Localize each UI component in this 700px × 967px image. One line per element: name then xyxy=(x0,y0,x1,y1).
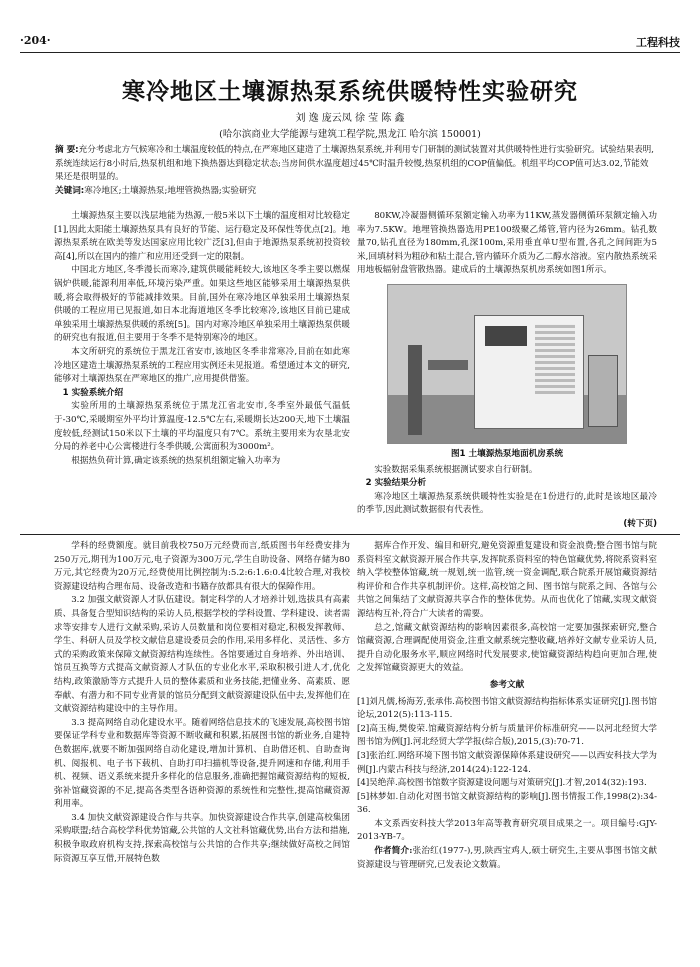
reference-item: [3]张治红.网络环境下图书馆文献资源保障体系建设研究——以西安科技大学为例[J].内蒙古科技与经济,2014(24):122-124. xyxy=(357,750,657,775)
reference-item: [1]刘凡儒,杨海芳,张承伟.高校图书馆文献资源结构指标体系实证研究[J].图书馆论坛,2012(5):113-115. xyxy=(357,696,657,721)
section-heading: 1 实验系统介绍 xyxy=(62,387,124,398)
funding-note: 本文系西安科技大学2013年高等教育研究项目成果之一。项目编号:GJY-2013-YB-7。 xyxy=(357,818,657,843)
reference-item: [2]高玉梅,樊俊荣.馆藏资源结构分析与质量评价标准研究——以河北经贸大学图书馆为例[J].河北经贸大学学报(综合版),2015,(3):70-71. xyxy=(357,723,657,748)
reference-item: [4]吴绝萍.高校图书馆数字资源建设问题与对策研究[J].才智,2014(32):193. xyxy=(357,778,647,789)
page-number: ·204· xyxy=(20,34,51,47)
author-bio-label: 作者简介: xyxy=(374,846,413,857)
abstract xyxy=(55,144,655,198)
paragraph: 3.3 提高网络自动化建设水平。随着网络信息技术的飞速发展,高校图书馆要保证学科专业和数据库等资源不断收藏和积累,拓展图书馆的新业务,自建特色数据库,就要不断加强网络自动化建设,增加计算机、自助借还机、自助查询机、阅报机、电子书下载机、自助打印扫描机等设备,提升网速和存储,利用手机、视频、语义系统来提升多样化的信息服务,准确把握馆藏资源结构的短板,弥补馆藏资源的不足,提高各类型各语种资源的系统性和完整性,提高馆藏资源利用率。 xyxy=(54,717,350,810)
abstract-text: 充分考虑北方气候寒冷和土壤温度较低的特点,在严寒地区建造了土壤源热泵系统,并利用专门研制的测试装置对其供暖特性进行实验研究。试验结果表明,系统连续运行8小时后,热泵机组和地下换热器达到稳定状态;当房间供水温度超过45℃时温升较慢,热泵机组的COP值偏低。机组平均COP值可达3.02,节能效果还是很明显的。 xyxy=(55,145,655,182)
paragraph: 实验数据采集系统根据测试要求自行研制。 xyxy=(374,464,538,475)
author-bio-text: 张治红(1977-),男,陕西宝鸡人,硕士研究生,主要从事图书馆文献资源建设与管理研究,已发表论文数篇。 xyxy=(357,846,657,870)
section-heading: 2 实验结果分析 xyxy=(365,478,427,489)
paragraph: 80KW,冷凝器侧循环泵额定输入功率为11KW,蒸发器侧循环泵额定输入功率为7.5KW。地埋管换热器选用PE100级聚乙烯管,管内径为26mm。钻孔数量70,钻孔直径为180mm,孔深100m,采用垂直单U型布置,各孔之间间距为5米,回填材料为粗砂和粘土混合,管内循环介质为乙二醇水溶液。室内散热系统采用地板辐射盘管散热器。建成后的土壤源热泵机房系统如图1所示。 xyxy=(357,211,657,276)
lower-right-column xyxy=(357,540,657,952)
references-heading: 参考文献 xyxy=(489,679,525,690)
paragraph: 总之,馆藏文献资源结构的影响因素很多,高校馆一定要加强探索研究,整合馆藏资源,合理调配使用资金,注重文献系统完整收藏,培养好文献专业采访人员,提升自动化服务水平,顺应网络时代发展要求,使馆藏资源结构趋向更加合理,使之发挥馆藏资源更大的效益。 xyxy=(357,622,657,674)
continued-note: (转下页) xyxy=(623,518,657,529)
figure-caption: 图1 土壤源热泵地面机房系统 xyxy=(450,448,564,459)
section-divider xyxy=(20,534,680,535)
paragraph: 学科的经费额度。就目前我校750万元经费而言,纸质图书年经费安排为250万元,期刊为100万元,电子资源为300万元,学生自助设备、网络存储为80万元,其它经费为20万元,经费使用比例控制为:5.2:6:1.6:0.4比较合理,对我校资源建设结构合理布局、设备改造和书籍存放都具有很大的保障作用。 xyxy=(54,541,350,592)
journal-name: 工程科技 xyxy=(636,36,680,49)
affiliation: (哈尔滨商业大学能源与建筑工程学院,黑龙江 哈尔滨 150001) xyxy=(219,129,481,140)
paragraph: 本文所研究的系统位于黑龙江省安市,该地区冬季非常寒冷,目前在如此寒冷地区建造土壤源热泵系统的工程应用实例还未见报道。希望通过本文的研究,能够对土壤源热泵在严寒地区的推广,应用提供借鉴。 xyxy=(54,346,350,385)
author-bio xyxy=(357,845,657,872)
upper-right-column xyxy=(357,210,657,532)
paragraph: 土壤源热泵主要以浅层地能为热源,一般5米以下土壤的温度相对比较稳定[1],因此太阳能土壤源热泵具有良好的节能、运行稳定及环保性等优点[2]。地源热泵系统在欧美等发达国家应用比较广泛[3],但由于地源热泵系统初投资较高[4],所以在国内的推广和应用还受到一定的限制。 xyxy=(54,211,350,262)
paragraph: 3.2 加强文献资源人才队伍建设。制定科学的人才培养计划,选拔具有高素质、具备复合型知识结构的采访人员,根据学校的学科设置、学科建设、读者需求等安排专人进行文献采购,采访人员数量和岗位要相对稳定,积极发挥教师、学生、科研人员及学校文献信息建设委员会的作用,采用多样化、灵活性、多方式的采购政策来保障文献资源结构连续性。各馆要通过自身培养、外出培训、馆员互换等方式提高文献资源人才队伍的专业化水平,采取积极引进人才,优化结构,政策激励等方式提升人员的整体素质和业务技能,把懂业务、高素质、愿奉献、有潜力和不同专业背景的馆员分配到文献资源建设队伍中去,发挥他们在文献资源结构建设中的主导作用。 xyxy=(54,595,350,715)
header-rule xyxy=(20,52,680,53)
upper-left-column xyxy=(54,210,350,532)
paragraph: 实验所用的土壤源热泵系统位于黑龙江省北安市,冬季室外最低气温低于-30℃,采暖期室外平均计算温度-12.5℃左右,采暖期长达200天,地下土壤温度较低,经测试150米以下土壤的平均温度只有7℃。系统主要用来为农垦北安分局的养老中心公寓楼进行冬季供暖,公寓面积为3000m²。 xyxy=(54,401,350,453)
running-header xyxy=(20,30,680,52)
paragraph: 根据热负荷计算,确定该系统的热泵机组额定输入功率为 xyxy=(71,455,281,466)
abstract-label: 摘 要: xyxy=(55,145,79,155)
article-title: 寒冷地区土壤源热泵系统供暖特性实验研究 xyxy=(122,79,578,105)
keywords-text: 寒冷地区;土壤源热泵;地埋管换热器;实验研究 xyxy=(84,185,257,196)
machine-room-photo xyxy=(387,284,627,444)
lower-left-column xyxy=(54,540,350,952)
keywords-label: 关键词: xyxy=(55,185,85,196)
paragraph: 3.4 加快文献资源建设合作与共享。加快资源建设合作共享,创建高校集团采购联盟;结合高校学科优势馆藏,公共馆的人文社科馆藏优势,出台方法和措施,积极争取政府机构支持,探索高校馆与公共馆的合作共享;继续做好高校之间馆际资源互享互借,开展特色数 xyxy=(54,812,350,864)
paragraph: 寒冷地区土壤源热泵系统供暖特性实验是在1份进行的,此时是该地区最冷的季节,因此测试数据很有代表性。 xyxy=(357,491,657,516)
paragraph: 据库合作开发、编目和研究,避免资源重复建设和资金浪费;整合图书馆与院系资料室文献资源开展合作共享,发挥院系资料室的特色馆藏优势,将院系资料室纳入学校整体馆藏,统一规划,统一监管,统一资金调配,联合院系开展馆藏资源结构评价和合作共享机制评价。这样,高校馆之间、图书馆与院系之间、各馆与公共馆之间集结了文献资源共享合作的整体优势。从而也优化了馆藏,实现文献资源结构互补,符合广大读者的需要。 xyxy=(357,541,657,619)
reference-item: [5]林梦如.自动化对图书馆文献资源结构的影响[J].图书情报工作,1998(2):34-36. xyxy=(357,791,657,816)
paragraph: 中国北方地区,冬季漫长而寒冷,建筑供暖能耗较大,该地区冬季主要以燃煤锅炉供暖,能源利用率低,环境污染严重。如果这些地区能够采用土壤源热泵供暖,将会取得极好的节能减排效果。目前,国外在寒冷地区单独采用土壤源热泵供暖的工程应用已见报道,如日本北海道地区冬季比较寒冷,该地区目前已建成单独采用土壤源热泵供暖的系统[5]。国内对寒冷地区单独采用土壤源热泵供暖的研究也有报道,但主要用于冬季不是特别寒冷的地区。 xyxy=(54,265,350,344)
author-list: 刘 逸 庞云凤 徐 莹 陈 鑫 xyxy=(295,113,405,124)
